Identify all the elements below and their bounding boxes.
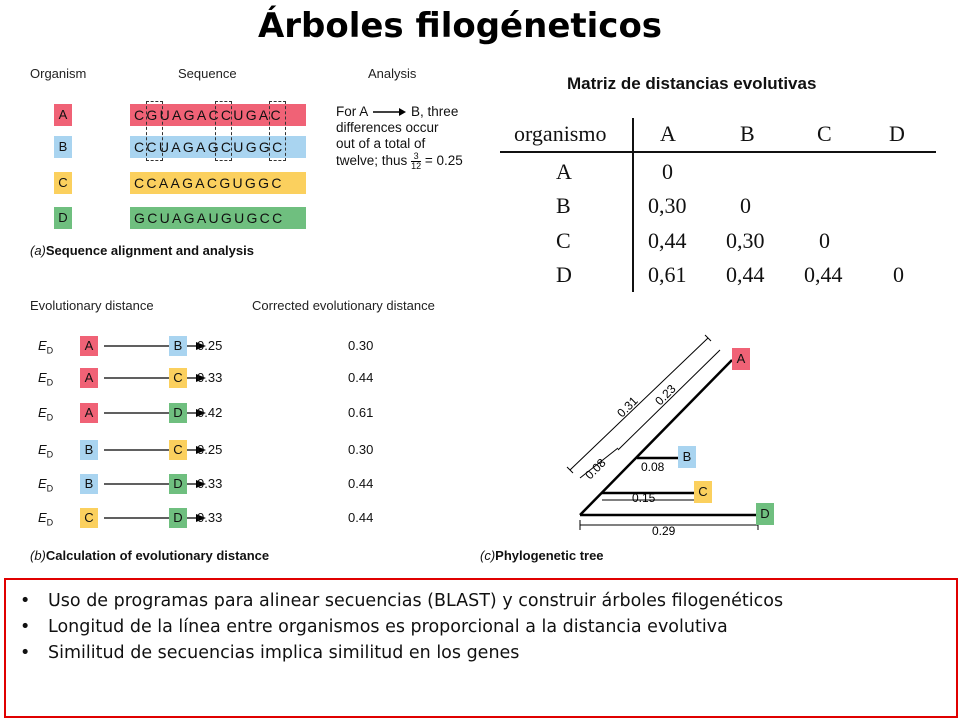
matrix-header-d: D <box>889 121 905 146</box>
arrow-icon <box>100 444 208 456</box>
header-sequence: Sequence <box>178 66 237 81</box>
corrected-distance-value: 0.44 <box>348 370 374 385</box>
distance-to-box: D <box>169 474 187 494</box>
ed-letter: E <box>38 510 47 525</box>
distance-value: 0.33 <box>197 476 223 491</box>
tree-leaf-c: C <box>694 481 712 503</box>
organism-box-a: A <box>54 104 72 126</box>
caption-a <box>30 243 254 258</box>
distance-row <box>38 403 398 425</box>
matrix-cell: 0,44 <box>804 262 843 287</box>
tree-label-c: 0.15 <box>632 491 656 505</box>
distance-from-box: A <box>80 336 98 356</box>
matrix-row-label: A <box>556 159 572 184</box>
distance-row <box>38 474 398 496</box>
tree-label-d: 0.29 <box>652 524 676 538</box>
matrix-row-label: C <box>556 228 571 253</box>
ed-subscript: D <box>46 449 54 460</box>
distance-row <box>38 440 398 462</box>
tree-label-ab-node: 0.08 <box>582 455 609 483</box>
matrix-row-label: B <box>556 193 571 218</box>
sequence-b: CCUAGAGCUGGC <box>130 136 306 158</box>
matrix-header-rule <box>500 151 936 153</box>
arrow-icon <box>100 340 208 352</box>
analysis-line1-b: B, three <box>411 104 459 119</box>
tree-label-b: 0.08 <box>641 460 665 474</box>
corrected-distance-value: 0.44 <box>348 476 374 491</box>
analysis-line3: out of a total of <box>336 136 426 151</box>
caption-c-prefix: (c) <box>480 548 496 563</box>
matrix-cell: 0 <box>893 262 904 287</box>
ed-symbol <box>38 442 53 460</box>
distance-to-box: B <box>169 336 187 356</box>
fraction-denominator: 12 <box>411 161 422 171</box>
bullet-item: • Uso de programas para alinear secuencias (BLAST) y construir árboles filogenéticos <box>6 590 956 612</box>
caption-b-text: Calculation of evolutionary distance <box>45 548 270 563</box>
matrix-cell: 0,61 <box>648 262 687 287</box>
arrow-icon <box>100 372 208 384</box>
caption-a-prefix: (a) <box>30 243 46 258</box>
analysis-line4-a: twelve; thus <box>336 153 408 169</box>
tree-label-a-total: 0.31 <box>614 393 641 421</box>
caption-a-text: Sequence alignment and analysis <box>45 243 254 258</box>
distance-row <box>38 368 398 390</box>
ed-letter: E <box>38 338 47 353</box>
ed-letter: E <box>38 405 47 420</box>
ed-subscript: D <box>46 345 54 356</box>
sequence-c: CCAAGACGUGGC <box>130 172 306 194</box>
summary-bullets-box <box>4 578 958 718</box>
bullet-item: • Longitud de la línea entre organismos es proporcional a la distancia evolutiva <box>6 616 956 638</box>
sequence-d: GCUAGAUGUGCC <box>130 207 306 229</box>
fraction-numerator: 3 <box>411 152 421 162</box>
matrix-header-c: C <box>817 121 832 146</box>
corrected-distance-value: 0.44 <box>348 510 374 525</box>
organism-box-b: B <box>54 136 72 158</box>
ed-symbol <box>38 510 53 528</box>
ed-subscript: D <box>46 517 54 528</box>
distance-from-box: A <box>80 368 98 388</box>
distance-value: 0.25 <box>197 442 223 457</box>
matrix-cell: 0,30 <box>648 193 687 218</box>
analysis-line1-a: For A <box>336 104 368 119</box>
caption-c <box>480 548 604 563</box>
distance-row <box>38 336 398 358</box>
distance-value: 0.33 <box>197 370 223 385</box>
arrow-icon <box>100 478 208 490</box>
header-organism: Organism <box>30 66 87 81</box>
distance-to-box: D <box>169 403 187 423</box>
tree-label-a-inner: 0.23 <box>652 381 679 409</box>
bullet-item: • Similitud de secuencias implica similitud en los genes <box>6 642 956 664</box>
matrix-header-organismo: organismo <box>514 121 607 146</box>
distance-value: 0.25 <box>197 338 223 353</box>
distance-row <box>38 508 398 530</box>
header-corrected-distance: Corrected evolutionary distance <box>252 298 435 313</box>
corrected-distance-value: 0.30 <box>348 338 374 353</box>
arrow-icon <box>371 107 407 117</box>
ed-symbol <box>38 338 53 356</box>
distance-to-box: C <box>169 440 187 460</box>
corrected-distance-value: 0.30 <box>348 442 374 457</box>
caption-b-prefix: (b) <box>30 548 46 563</box>
analysis-line4-b: = 0.25 <box>424 153 463 169</box>
distance-value: 0.42 <box>197 405 223 420</box>
corrected-distance-value: 0.61 <box>348 405 374 420</box>
tree-leaf-b: B <box>678 446 696 468</box>
tree-leaf-a: A <box>732 348 750 370</box>
matrix-title: Matriz de distancias evolutivas <box>567 74 817 93</box>
difference-marker <box>146 101 163 161</box>
matrix-header-a: A <box>660 121 676 146</box>
ed-letter: E <box>38 476 47 491</box>
arrow-icon <box>100 512 208 524</box>
difference-marker <box>215 101 232 161</box>
matrix-row-label: D <box>556 262 572 287</box>
arrow-icon <box>100 407 208 419</box>
ed-symbol <box>38 405 53 423</box>
organism-box-c: C <box>54 172 72 194</box>
distance-to-box: C <box>169 368 187 388</box>
matrix-header-b: B <box>740 121 755 146</box>
distance-value: 0.33 <box>197 510 223 525</box>
ed-subscript: D <box>46 412 54 423</box>
ed-subscript: D <box>46 377 54 388</box>
matrix-cell: 0,44 <box>648 228 687 253</box>
page-title: Árboles filogéneticos <box>257 6 663 46</box>
distance-from-box: C <box>80 508 98 528</box>
caption-b <box>30 548 269 563</box>
ed-subscript: D <box>46 483 54 494</box>
analysis-fraction <box>411 152 421 171</box>
ed-symbol <box>38 370 53 388</box>
matrix-cell: 0 <box>662 159 673 184</box>
matrix-cell: 0 <box>740 193 751 218</box>
tree-leaf-d: D <box>756 503 774 525</box>
sequence-a: CGUAGACCUGAC <box>130 104 306 126</box>
ed-letter: E <box>38 442 47 457</box>
matrix-cell: 0 <box>819 228 830 253</box>
header-evolutionary-distance: Evolutionary distance <box>30 298 154 313</box>
distance-from-box: B <box>80 474 98 494</box>
ed-letter: E <box>38 370 47 385</box>
matrix-cell: 0,30 <box>726 228 765 253</box>
matrix-column-rule <box>632 118 634 292</box>
distance-from-box: B <box>80 440 98 460</box>
analysis-text <box>336 104 496 171</box>
caption-c-text: Phylogenetic tree <box>495 548 604 563</box>
distance-to-box: D <box>169 508 187 528</box>
difference-marker <box>269 101 286 161</box>
header-analysis: Analysis <box>368 66 417 81</box>
distance-from-box: A <box>80 403 98 423</box>
analysis-line2: differences occur <box>336 120 439 135</box>
matrix-cell: 0,44 <box>726 262 765 287</box>
organism-box-d: D <box>54 207 72 229</box>
ed-symbol <box>38 476 53 494</box>
